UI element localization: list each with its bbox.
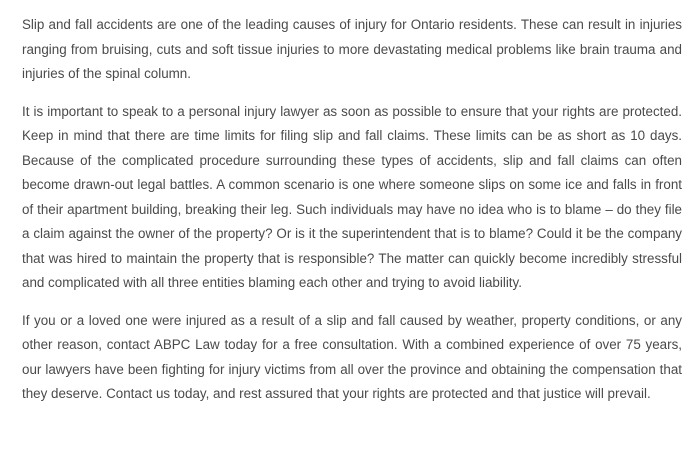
article-body: [22, 13, 682, 420]
paragraph-time-limits: It is important to speak to a personal injury lawyer as soon as possible to ensure that your rights are protected. Keep in mind that there are time limits for filing slip and fall claims. These limits can be as short as 10 days. Because of the complicated procedure surrounding these types of accidents, slip and fall claims can often become drawn-out legal battles. A common scenario is one where someone slips on some ice and falls in front of their apartment building, breaking their leg. Such individuals may have no idea who is to blame – do they file a claim against the owner of the property? Or is it the superintendent that is to blame? Could it be the company that was hired to maintain the property that is responsible? The matter can quickly become incredibly stressful and complicated with all three entities blaming each other and trying to avoid liability.: [22, 103, 682, 290]
paragraph-intro: Slip and fall accidents are one of the leading causes of injury for Ontario residents. These can result in injuries ranging from bruising, cuts and soft tissue injuries to more devastating medical problems like brain trauma and injuries of the spinal column.: [22, 17, 682, 81]
paragraph-contact: If you or a loved one were injured as a result of a slip and fall caused by weather, property conditions, or any other reason, contact ABPC Law today for a free consultation. With a combined experience of over 75 years, our lawyers have been fighting for injury victims from all over the province and obtaining the compensation that they deserve. Contact us today, and rest assured that your rights are protected and that justice will prevail.: [22, 312, 682, 401]
